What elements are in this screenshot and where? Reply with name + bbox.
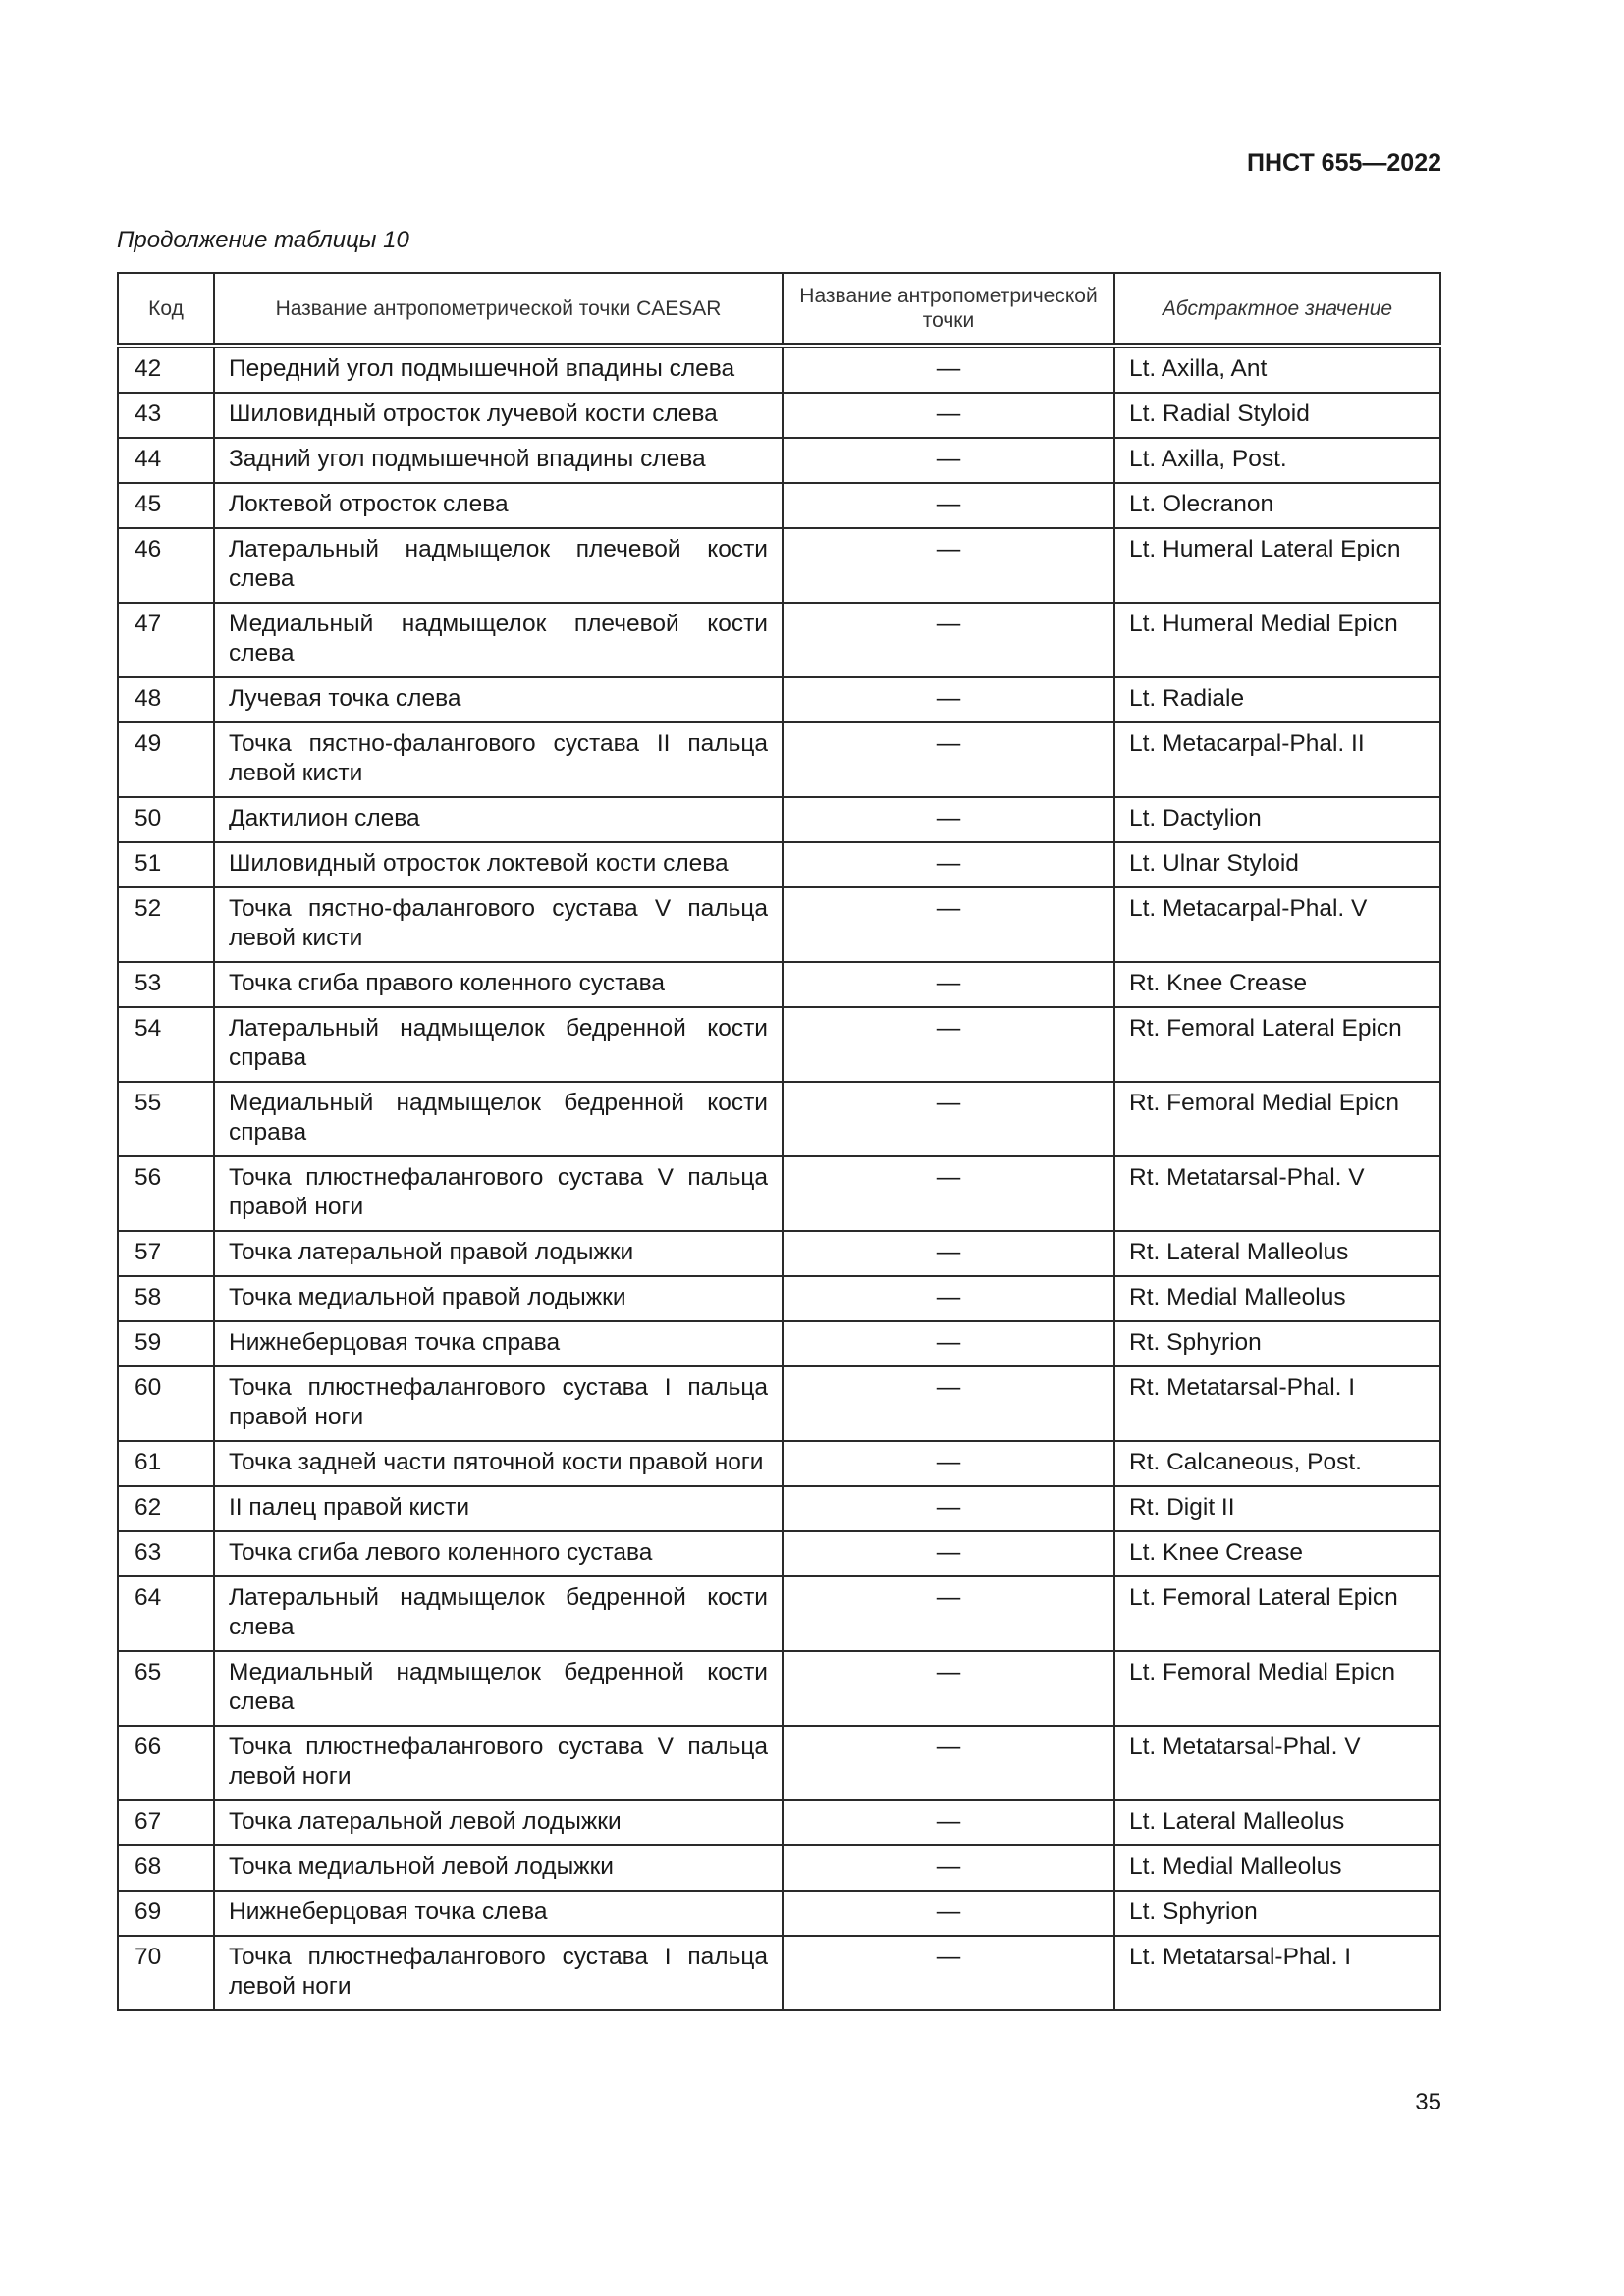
table-row xyxy=(118,1156,1440,1231)
table-row xyxy=(118,722,1440,797)
cell-point-name: — xyxy=(783,1845,1114,1891)
cell-point-name: — xyxy=(783,483,1114,528)
cell-abstract-value: Lt. Axilla, Post. xyxy=(1114,438,1440,483)
cell-code: 68 xyxy=(118,1845,214,1891)
table-row xyxy=(118,1651,1440,1726)
table-row xyxy=(118,483,1440,528)
cell-point-name: — xyxy=(783,797,1114,842)
table-row xyxy=(118,393,1440,438)
table-row xyxy=(118,887,1440,962)
table-row xyxy=(118,962,1440,1007)
cell-abstract-value: Lt. Medial Malleolus xyxy=(1114,1845,1440,1891)
cell-caesar-name: Медиальный надмыщелок плечевой кости слева xyxy=(214,603,783,677)
cell-abstract-value: Lt. Ulnar Styloid xyxy=(1114,842,1440,887)
cell-point-name: — xyxy=(783,1891,1114,1936)
cell-caesar-name: Передний угол подмышечной впадины слева xyxy=(214,346,783,393)
table-row xyxy=(118,1531,1440,1576)
cell-caesar-name: Лучевая точка слева xyxy=(214,677,783,722)
cell-code: 49 xyxy=(118,722,214,797)
cell-point-name: — xyxy=(783,842,1114,887)
table-body xyxy=(118,346,1440,2010)
table-row xyxy=(118,1576,1440,1651)
document-code: ПНСТ 655—2022 xyxy=(1247,149,1441,177)
anthropometric-points-table xyxy=(117,272,1441,2011)
cell-caesar-name: Точка медиальной правой лодыжки xyxy=(214,1276,783,1321)
page-number: 35 xyxy=(1415,2089,1441,2115)
cell-abstract-value: Lt. Axilla, Ant xyxy=(1114,346,1440,393)
table-row xyxy=(118,603,1440,677)
cell-point-name: — xyxy=(783,1726,1114,1800)
cell-abstract-value: Lt. Metatarsal-Phal. I xyxy=(1114,1936,1440,2010)
cell-point-name: — xyxy=(783,1231,1114,1276)
cell-code: 52 xyxy=(118,887,214,962)
cell-point-name: — xyxy=(783,603,1114,677)
table-row xyxy=(118,1007,1440,1082)
table-row xyxy=(118,1845,1440,1891)
cell-point-name: — xyxy=(783,1486,1114,1531)
column-header-code: Код xyxy=(118,273,214,346)
cell-code: 44 xyxy=(118,438,214,483)
cell-point-name: — xyxy=(783,722,1114,797)
cell-point-name: — xyxy=(783,393,1114,438)
cell-abstract-value: Lt. Metatarsal-Phal. V xyxy=(1114,1726,1440,1800)
cell-code: 56 xyxy=(118,1156,214,1231)
cell-caesar-name: Медиальный надмыщелок бедренной кости справа xyxy=(214,1082,783,1156)
cell-abstract-value: Lt. Radial Styloid xyxy=(1114,393,1440,438)
cell-caesar-name: Задний угол подмышечной впадины слева xyxy=(214,438,783,483)
cell-code: 45 xyxy=(118,483,214,528)
cell-point-name: — xyxy=(783,1576,1114,1651)
cell-abstract-value: Lt. Olecranon xyxy=(1114,483,1440,528)
cell-code: 50 xyxy=(118,797,214,842)
cell-abstract-value: Rt. Femoral Medial Epicn xyxy=(1114,1082,1440,1156)
table-row xyxy=(118,1486,1440,1531)
cell-code: 46 xyxy=(118,528,214,603)
cell-caesar-name: Дактилион слева xyxy=(214,797,783,842)
cell-abstract-value: Lt. Metacarpal-Phal. II xyxy=(1114,722,1440,797)
table-row xyxy=(118,1366,1440,1441)
cell-caesar-name: Точка плюстнефалангового сустава I пальца правой ноги xyxy=(214,1366,783,1441)
table-caption: Продолжение таблицы 10 xyxy=(117,227,409,253)
cell-point-name: — xyxy=(783,1321,1114,1366)
table-row xyxy=(118,438,1440,483)
cell-abstract-value: Rt. Lateral Malleolus xyxy=(1114,1231,1440,1276)
cell-code: 60 xyxy=(118,1366,214,1441)
cell-point-name: — xyxy=(783,1156,1114,1231)
table-header-row xyxy=(118,273,1440,346)
table-row xyxy=(118,842,1440,887)
cell-abstract-value: Lt. Humeral Medial Epicn xyxy=(1114,603,1440,677)
column-header-point-name: Название антропометрической точки xyxy=(783,273,1114,346)
cell-abstract-value: Lt. Femoral Medial Epicn xyxy=(1114,1651,1440,1726)
cell-point-name: — xyxy=(783,1441,1114,1486)
cell-abstract-value: Rt. Sphyrion xyxy=(1114,1321,1440,1366)
cell-point-name: — xyxy=(783,1531,1114,1576)
table-row xyxy=(118,1800,1440,1845)
table-row xyxy=(118,1936,1440,2010)
cell-caesar-name: Точка медиальной левой лодыжки xyxy=(214,1845,783,1891)
table-row xyxy=(118,346,1440,393)
cell-caesar-name: Латеральный надмыщелок бедренной кости слева xyxy=(214,1576,783,1651)
cell-caesar-name: Точка сгиба левого коленного сустава xyxy=(214,1531,783,1576)
cell-point-name: — xyxy=(783,1082,1114,1156)
cell-point-name: — xyxy=(783,962,1114,1007)
cell-abstract-value: Lt. Humeral Lateral Epicn xyxy=(1114,528,1440,603)
table-row xyxy=(118,528,1440,603)
cell-code: 57 xyxy=(118,1231,214,1276)
cell-caesar-name: Точка сгиба правого коленного сустава xyxy=(214,962,783,1007)
cell-point-name: — xyxy=(783,528,1114,603)
cell-caesar-name: Нижнеберцовая точка справа xyxy=(214,1321,783,1366)
cell-code: 58 xyxy=(118,1276,214,1321)
cell-code: 55 xyxy=(118,1082,214,1156)
cell-point-name: — xyxy=(783,1800,1114,1845)
cell-caesar-name: Латеральный надмыщелок бедренной кости справа xyxy=(214,1007,783,1082)
cell-abstract-value: Lt. Knee Crease xyxy=(1114,1531,1440,1576)
cell-caesar-name: Шиловидный отросток локтевой кости слева xyxy=(214,842,783,887)
cell-point-name: — xyxy=(783,1276,1114,1321)
cell-code: 42 xyxy=(118,346,214,393)
cell-abstract-value: Rt. Calcaneous, Post. xyxy=(1114,1441,1440,1486)
cell-abstract-value: Rt. Metatarsal-Phal. I xyxy=(1114,1366,1440,1441)
cell-point-name: — xyxy=(783,887,1114,962)
cell-abstract-value: Rt. Femoral Lateral Epicn xyxy=(1114,1007,1440,1082)
cell-code: 65 xyxy=(118,1651,214,1726)
table-row xyxy=(118,1082,1440,1156)
cell-code: 69 xyxy=(118,1891,214,1936)
cell-caesar-name: Точка плюстнефалангового сустава I пальца левой ноги xyxy=(214,1936,783,2010)
cell-code: 47 xyxy=(118,603,214,677)
cell-caesar-name: Нижнеберцовая точка слева xyxy=(214,1891,783,1936)
cell-point-name: — xyxy=(783,1651,1114,1726)
table-row xyxy=(118,677,1440,722)
cell-code: 53 xyxy=(118,962,214,1007)
cell-caesar-name: Точка пястно-фалангового сустава V пальца левой кисти xyxy=(214,887,783,962)
cell-point-name: — xyxy=(783,1936,1114,2010)
cell-code: 48 xyxy=(118,677,214,722)
cell-point-name: — xyxy=(783,677,1114,722)
cell-caesar-name: Латеральный надмыщелок плечевой кости слева xyxy=(214,528,783,603)
cell-code: 70 xyxy=(118,1936,214,2010)
table-row xyxy=(118,1231,1440,1276)
cell-abstract-value: Lt. Metacarpal-Phal. V xyxy=(1114,887,1440,962)
cell-caesar-name: Точка плюстнефалангового сустава V пальца левой ноги xyxy=(214,1726,783,1800)
cell-abstract-value: Lt. Sphyrion xyxy=(1114,1891,1440,1936)
cell-code: 63 xyxy=(118,1531,214,1576)
cell-code: 64 xyxy=(118,1576,214,1651)
cell-abstract-value: Lt. Dactylion xyxy=(1114,797,1440,842)
cell-code: 59 xyxy=(118,1321,214,1366)
cell-point-name: — xyxy=(783,346,1114,393)
cell-point-name: — xyxy=(783,438,1114,483)
cell-code: 51 xyxy=(118,842,214,887)
cell-abstract-value: Lt. Lateral Malleolus xyxy=(1114,1800,1440,1845)
cell-caesar-name: Локтевой отросток слева xyxy=(214,483,783,528)
table-row xyxy=(118,1276,1440,1321)
table-row xyxy=(118,797,1440,842)
table-row xyxy=(118,1726,1440,1800)
cell-code: 43 xyxy=(118,393,214,438)
table-row xyxy=(118,1321,1440,1366)
cell-code: 67 xyxy=(118,1800,214,1845)
cell-abstract-value: Rt. Digit II xyxy=(1114,1486,1440,1531)
cell-abstract-value: Rt. Knee Crease xyxy=(1114,962,1440,1007)
cell-point-name: — xyxy=(783,1007,1114,1082)
cell-caesar-name: Точка пястно-фалангового сустава II пальца левой кисти xyxy=(214,722,783,797)
cell-caesar-name: Точка латеральной правой лодыжки xyxy=(214,1231,783,1276)
column-header-caesar-name: Название антропометрической точки CAESAR xyxy=(214,273,783,346)
cell-caesar-name: II палец правой кисти xyxy=(214,1486,783,1531)
cell-code: 62 xyxy=(118,1486,214,1531)
cell-point-name: — xyxy=(783,1366,1114,1441)
cell-caesar-name: Точка латеральной левой лодыжки xyxy=(214,1800,783,1845)
cell-caesar-name: Медиальный надмыщелок бедренной кости слева xyxy=(214,1651,783,1726)
column-header-abstract-value: Абстрактное значение xyxy=(1114,273,1440,346)
cell-code: 61 xyxy=(118,1441,214,1486)
cell-caesar-name: Точка плюстнефалангового сустава V пальца правой ноги xyxy=(214,1156,783,1231)
cell-code: 54 xyxy=(118,1007,214,1082)
table-row xyxy=(118,1891,1440,1936)
cell-caesar-name: Точка задней части пяточной кости правой ноги xyxy=(214,1441,783,1486)
cell-abstract-value: Lt. Femoral Lateral Epicn xyxy=(1114,1576,1440,1651)
cell-abstract-value: Rt. Medial Malleolus xyxy=(1114,1276,1440,1321)
cell-code: 66 xyxy=(118,1726,214,1800)
cell-abstract-value: Rt. Metatarsal-Phal. V xyxy=(1114,1156,1440,1231)
cell-abstract-value: Lt. Radiale xyxy=(1114,677,1440,722)
cell-caesar-name: Шиловидный отросток лучевой кости слева xyxy=(214,393,783,438)
table-row xyxy=(118,1441,1440,1486)
